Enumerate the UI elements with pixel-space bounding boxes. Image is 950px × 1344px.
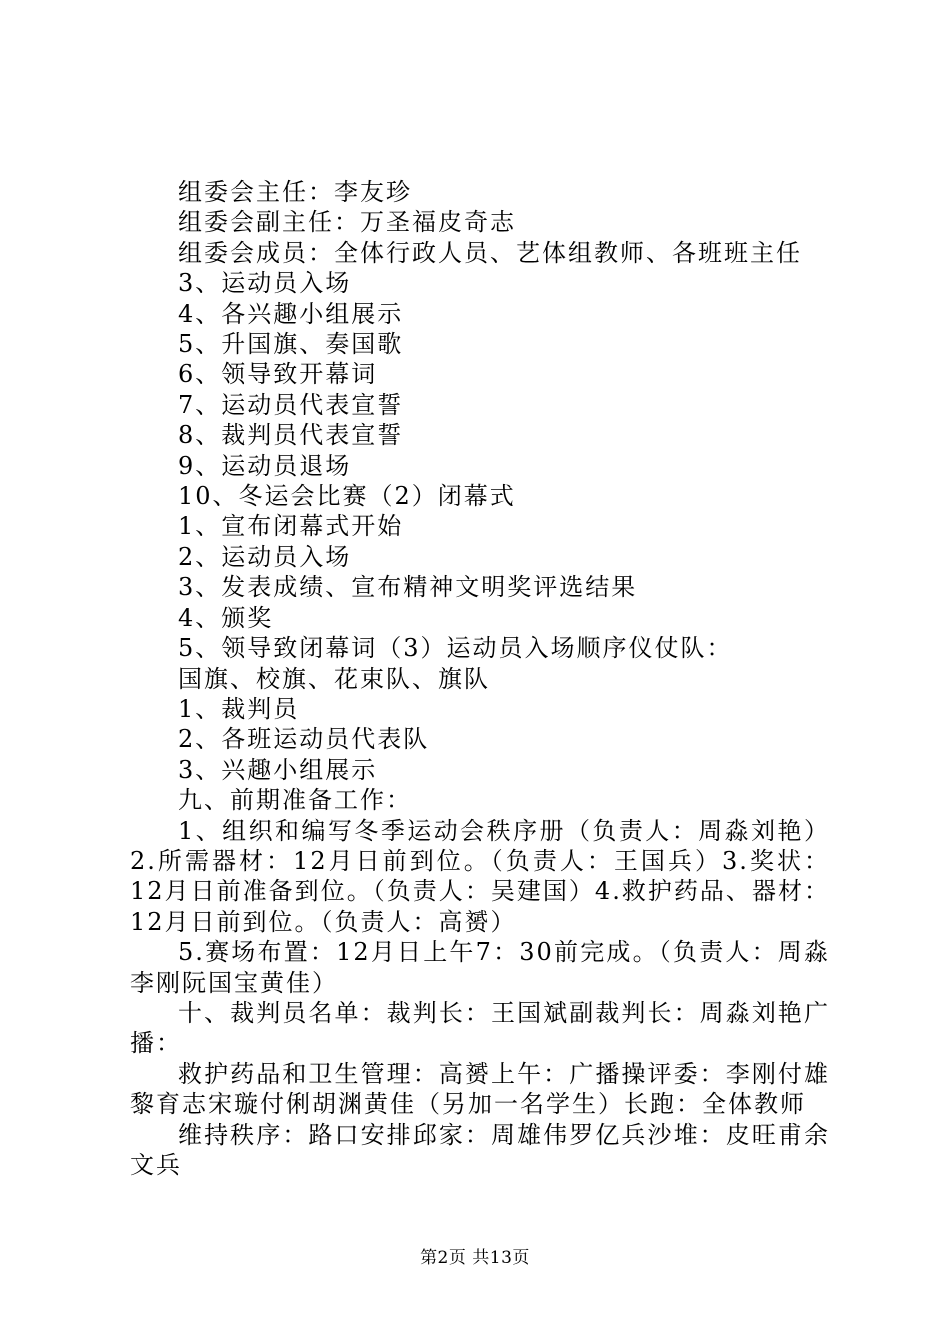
preparation-paragraph: 1、组织和编写冬季运动会秩序册（负责人：周淼刘艳）2.所需器材：12月日前到位。（负责人：王国兵）3.奖状：12月日前准备到位。（负责人：吴建国）4.救护药品、器材：12月日前到位。（负责人：高赟）: [130, 816, 830, 936]
list-item: 1、裁判员: [178, 694, 300, 723]
list-item: 5、领导致闭幕词（3）运动员入场顺序仪仗队：: [178, 634, 733, 663]
list-item: 3、运动员入场: [178, 269, 352, 298]
list-item: 4、各兴趣小组展示: [178, 299, 404, 328]
list-item: 7、运动员代表宣誓: [178, 390, 404, 419]
referee-list-paragraph: 十、裁判员名单：裁判长：王国斌副裁判长：周淼刘艳广播：: [130, 998, 830, 1058]
committee-deputy-line: 组委会副主任：万圣福皮奇志: [178, 208, 516, 237]
committee-members-line: 组委会成员：全体行政人员、艺体组教师、各班班主任: [178, 238, 802, 267]
document-body: [130, 177, 830, 1180]
order-paragraph: 维持秩序：路口安排邱家：周雄伟罗亿兵沙堆：皮旺甫余文兵: [130, 1120, 830, 1179]
list-item: 6、领导致开幕词: [178, 360, 378, 389]
list-item: 5、升国旗、奏国歌: [178, 330, 404, 359]
section-heading-preparation: 九、前期准备工作：: [178, 786, 412, 815]
page-number-footer: 第2页 共13页: [420, 1248, 530, 1268]
list-item: 8、裁判员代表宣誓: [178, 421, 404, 450]
list-item: 1、宣布闭幕式开始: [178, 512, 404, 541]
venue-paragraph: 5.赛场布置：12月日上午7：30前完成。（负责人：周淼李刚阮国宝黄佳）: [130, 938, 830, 997]
medical-paragraph: 救护药品和卫生管理：高赟上午：广播操评委：李刚付雄黎育志宋璇付俐胡渊黄佳（另加一名学生）长跑：全体教师: [130, 1059, 830, 1119]
list-item: 4、颁奖: [178, 603, 274, 632]
list-item: 3、兴趣小组展示: [178, 755, 378, 784]
list-item: 9、运动员退场: [178, 451, 352, 480]
committee-director-line: 组委会主任：李友珍: [178, 178, 412, 206]
list-item: 10、冬运会比赛（2）闭幕式: [178, 482, 516, 511]
list-item: 国旗、校旗、花束队、旗队: [178, 664, 490, 693]
list-item: 2、各班运动员代表队: [178, 725, 430, 754]
list-item: 2、运动员入场: [178, 542, 352, 571]
list-item: 3、发表成绩、宣布精神文明奖评选结果: [178, 573, 638, 602]
